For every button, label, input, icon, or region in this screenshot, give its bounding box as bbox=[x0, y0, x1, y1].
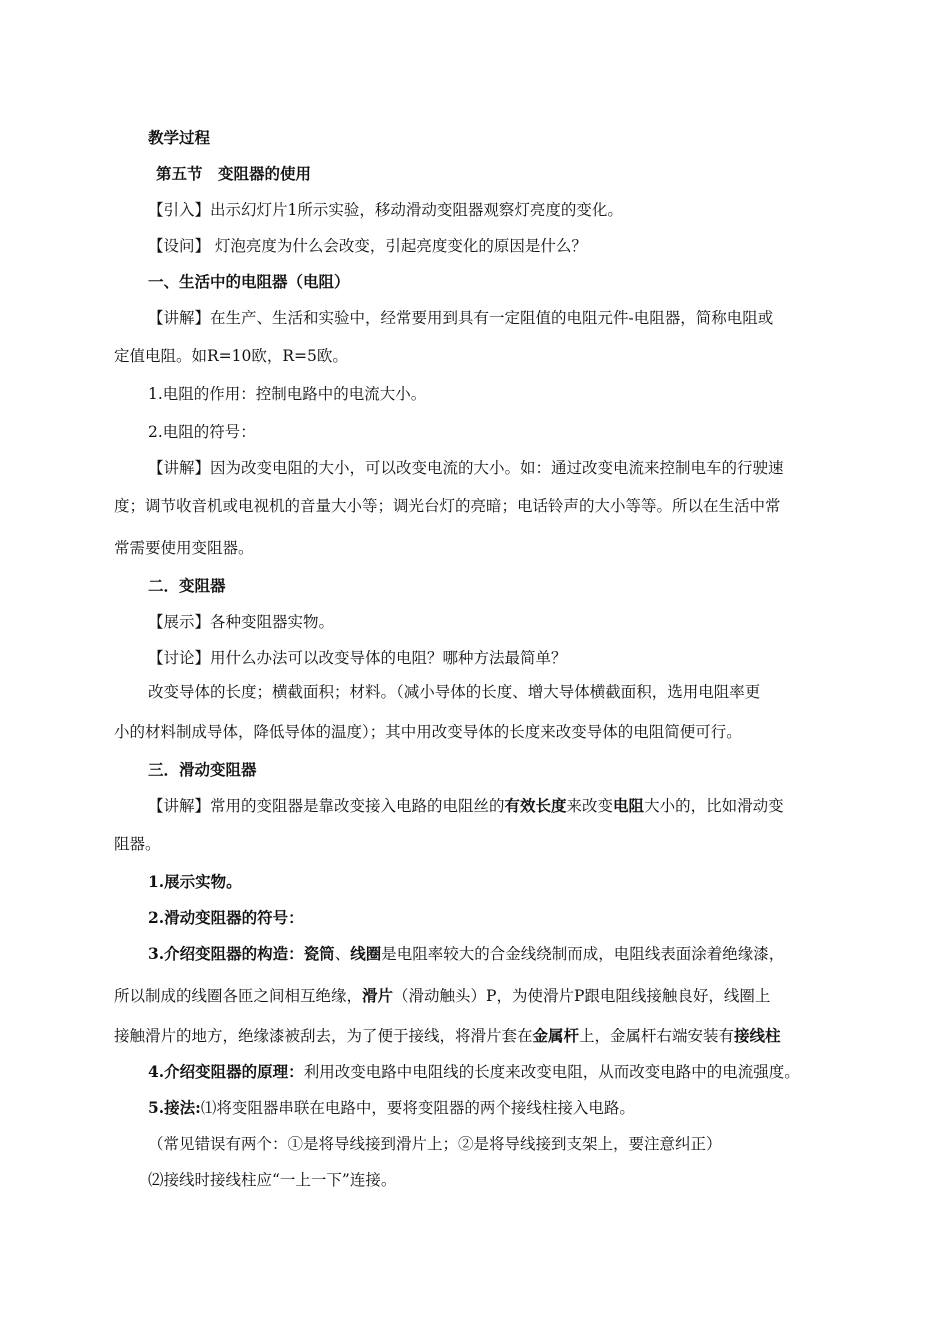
part3-item5 bbox=[148, 1098, 635, 1118]
heading: 教学过程 bbox=[148, 128, 211, 147]
part3-item5-note: （常见错误有两个：①是将导线接到滑片上；②是将导线接到支架上，要注意纠正） bbox=[148, 1135, 722, 1153]
part1-explain1-line2: 定值电阻。如R=10欧，R=5欧。 bbox=[114, 347, 348, 365]
text-run: 3.介绍变阻器的构造：瓷筒 bbox=[148, 944, 335, 963]
part3-item2: 2.滑动变阻器的符号： bbox=[148, 908, 304, 927]
emphasis-coil: 线圈 bbox=[350, 944, 382, 963]
intro-paragraph: 【引入】出示幻灯片1所示实验，移动滑动变阻器观察灯亮度的变化。 bbox=[148, 201, 623, 219]
text-run: （滑动触头）P，为使滑片P跟电阻线接触良好，线圈上 bbox=[393, 987, 771, 1005]
emphasis-resistance: 电阻 bbox=[613, 796, 645, 815]
text-run: 上，金属杆右端安装有 bbox=[579, 1027, 735, 1045]
part1-item2: 2.电阻的符号： bbox=[148, 423, 256, 441]
text-run: 所以制成的线圈各匝之间相互绝缘， bbox=[114, 987, 363, 1005]
emphasis-metal-rod: 金属杆 bbox=[532, 1026, 580, 1045]
part1-item1: 1.电阻的作用：控制电路中的电流大小。 bbox=[148, 385, 427, 403]
part1-explain1-line1: 【讲解】在生产、生活和实验中，经常要用到具有一定阻值的电阻元件-电阻器，简称电阻或 bbox=[148, 309, 774, 327]
emphasis-slider: 滑片 bbox=[362, 986, 394, 1005]
text-run: 【讲解】常用的变阻器是靠改变接入电路的电阻丝的 bbox=[148, 797, 505, 815]
text-run: 接触滑片的地方，绝缘漆被刮去，为了便于接线，将滑片套在 bbox=[114, 1027, 533, 1045]
text-run: ⑴将变阻器串联在电路中，要将变阻器的两个接线柱接入电路。 bbox=[200, 1099, 635, 1117]
part1-explain2-line2: 度；调节收音机或电视机的音量大小等；调光台灯的亮暗；电话铃声的大小等等。所以在生活中常 bbox=[114, 497, 781, 515]
text-run: 是电阻率较大的合金线绕制而成，电阻线表面涂着绝缘漆， bbox=[381, 945, 785, 963]
part1-explain2-line3: 常需要使用变阻器。 bbox=[114, 539, 254, 557]
part1-title: 一、生活中的电阻器（电阻） bbox=[148, 272, 350, 291]
text-run: 来改变 bbox=[566, 797, 614, 815]
part2-discuss: 【讨论】用什么办法可以改变导体的电阻？哪种方法最简单？ bbox=[148, 649, 567, 667]
part3-explain-line1 bbox=[148, 796, 784, 816]
part2-title: 二．变阻器 bbox=[148, 576, 226, 595]
part3-item4 bbox=[148, 1062, 800, 1082]
part3-explain-line2: 阻器。 bbox=[114, 835, 161, 853]
section-title: 第五节 变阻器的使用 bbox=[156, 164, 312, 183]
part3-item3-line3 bbox=[114, 1026, 781, 1046]
emphasis-effective-length: 有效长度 bbox=[504, 796, 567, 815]
text-run: 、 bbox=[334, 945, 351, 963]
part2-answer-line1: 改变导体的长度；横截面积；材料。（减小导体的长度、增大导体横截面积，选用电阻率更 bbox=[148, 683, 761, 701]
part1-explain2-line1: 【讲解】因为改变电阻的大小，可以改变电流的大小。如：通过改变电流来控制电车的行驶速 bbox=[148, 459, 784, 477]
text-run: 4.介绍变阻器的原理： bbox=[148, 1062, 304, 1081]
emphasis-terminal: 接线柱 bbox=[734, 1026, 781, 1045]
part2-show: 【展示】各种变阻器实物。 bbox=[148, 613, 335, 631]
part3-item3-line2 bbox=[114, 986, 770, 1006]
part2-answer-line2: 小的材料制成导体，降低导体的温度）；其中用改变导体的长度来改变导体的电阻简便可行。 bbox=[114, 723, 742, 741]
part3-item5-2: ⑵接线时接线柱应“一上一下”连接。 bbox=[148, 1171, 397, 1189]
text-run: 利用改变电路中电阻线的长度来改变电阻，从而改变电路中的电流强度。 bbox=[303, 1063, 800, 1081]
text-run: 5.接法: bbox=[148, 1098, 201, 1117]
part3-item3-line1 bbox=[148, 944, 784, 964]
text-run: 大小的，比如滑动变 bbox=[644, 797, 784, 815]
part3-item1: 1.展示实物。 bbox=[148, 872, 242, 891]
question-paragraph: 【设问】 灯泡亮度为什么会改变，引起亮度变化的原因是什么？ bbox=[148, 237, 587, 255]
part3-title: 三．滑动变阻器 bbox=[148, 760, 257, 779]
